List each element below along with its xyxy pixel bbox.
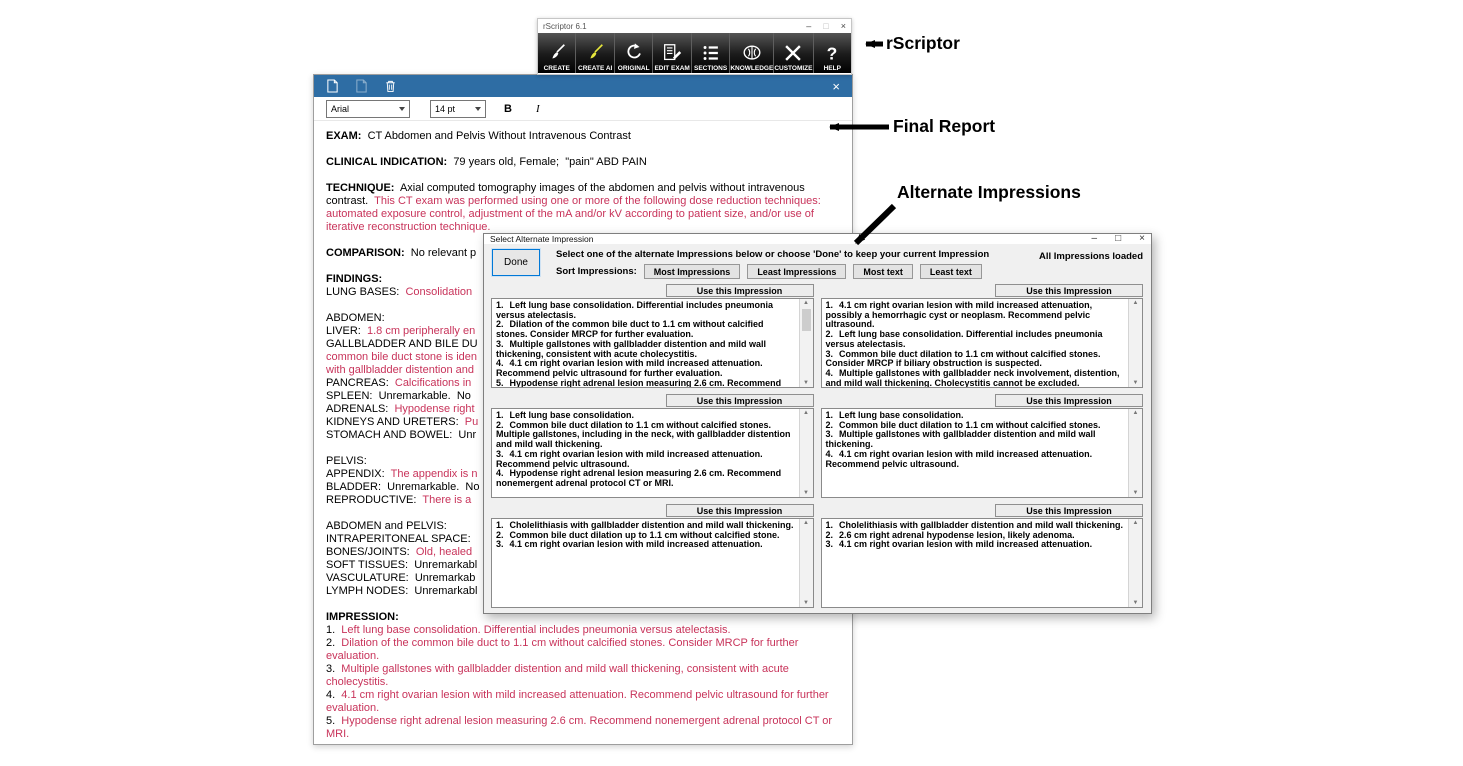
impression-item: 4. 4.1 cm right ovarian lesion with mild increased attenuation. Recommend pelvic ultrasound for further evaluation.: [496, 358, 763, 378]
scroll-up-icon[interactable]: ▲: [803, 300, 809, 306]
impression-cell-5: [491, 504, 814, 608]
paintbrush-icon: [546, 41, 568, 65]
tile-label: CREATE AI: [578, 65, 613, 72]
impression-item: 2. Common bile duct dilation to 1.1 cm without calcified stones.: [825, 419, 1101, 430]
use-impression-button-6[interactable]: Use this Impression: [995, 504, 1143, 517]
use-impression-button-2[interactable]: Use this Impression: [995, 284, 1143, 297]
font-size-value: 14 pt: [435, 103, 456, 114]
impression-item: 2. Common bile duct dilation to 1.1 cm without calcified stones. Multiple gallstones, including in the neck, with gallbladder distention and mild wall thickening.: [496, 419, 791, 450]
report-line: REPRODUCTIVE: There is a: [326, 494, 472, 506]
edit-exam-button[interactable]: [653, 33, 691, 73]
format-toolbar: [314, 97, 852, 121]
final-report-annotation: Final Report: [893, 116, 996, 136]
question-icon: [821, 41, 843, 65]
rscriptor-toolbar: [538, 33, 851, 73]
impression-item: 4. Hypodense right adrenal lesion measuring 2.6 cm. Recommend nonemergent adrenal protocol CT or MRI.: [496, 468, 782, 488]
sort-impressions-label: Sort Impressions:: [556, 266, 637, 277]
impression-item: 1. Cholelithiasis with gallbladder distention and mild wall thickening.: [825, 520, 1124, 530]
report-line: LIVER: 1.8 cm peripherally en: [326, 325, 476, 337]
scrollbar[interactable]: [799, 519, 813, 607]
italic-button[interactable]: I: [530, 103, 546, 115]
impression-panel-2[interactable]: [821, 298, 1144, 388]
report-line: BLADDER: Unremarkable. No: [326, 481, 480, 493]
bullet-list-icon: [700, 41, 722, 65]
minimize-icon[interactable]: –: [1091, 233, 1098, 244]
scroll-down-icon[interactable]: ▼: [803, 380, 809, 386]
rscriptor-window: [537, 18, 852, 75]
scrollbar[interactable]: [1128, 299, 1142, 387]
dialog-header: [484, 244, 1151, 282]
font-size-select[interactable]: [430, 100, 486, 118]
impression-panel-6[interactable]: [821, 518, 1144, 608]
report-line: TECHNIQUE: Axial computed tomography images of the abdomen and pelvis without intravenous contrast. This CT exam was performed using one or more of the following dose reduction techniques: automated exposure control, adjustment of the mA and/or kV according to patient size, and/or use of iterative reconstruction technique.: [326, 182, 824, 233]
impressions-loaded-status: All Impressions loaded: [1039, 251, 1143, 262]
report-line: STOMACH AND BOWEL: Unr: [326, 429, 477, 441]
impression-item: 2. Common bile duct dilation up to 1.1 cm without calcified stone.: [496, 529, 780, 540]
use-impression-button-5[interactable]: Use this Impression: [666, 504, 814, 517]
paintbrush-ai-icon: [584, 41, 606, 65]
impression-item: 2. Left lung base consolidation. Differential includes pneumonia versus atelectasis.: [825, 329, 1103, 349]
impression-cell-6: [821, 504, 1144, 608]
impression-item: 4. Multiple gallstones with gallbladder neck involvement, distention, and mild wall thickening. Cholecystitis cannot be excluded.: [825, 367, 1120, 387]
scroll-down-icon[interactable]: ▼: [803, 490, 809, 496]
report-line: COMPARISON: No relevant p: [326, 247, 477, 259]
report-line: EXAM: CT Abdomen and Pelvis Without Intravenous Contrast: [326, 130, 631, 142]
dialog-titlebar: [484, 234, 1151, 244]
impression-panel-5[interactable]: [491, 518, 814, 608]
impression-item: 1. Cholelithiasis with gallbladder distention and mild wall thickening.: [496, 520, 794, 530]
close-icon[interactable]: ×: [840, 20, 846, 31]
document-new-icon[interactable]: [326, 79, 339, 93]
tile-label: KNOWLEDGE: [730, 65, 774, 72]
customize-button[interactable]: [774, 33, 813, 73]
impression-item: 3. Multiple gallstones with gallbladder distention and mild wall thickening, consistent with acute cholecystitis.: [496, 338, 767, 359]
scrollbar[interactable]: [1128, 519, 1142, 607]
original-button[interactable]: [615, 33, 653, 73]
scrollbar[interactable]: [1128, 409, 1142, 497]
rscriptor-annotation: rScriptor: [886, 33, 960, 53]
alternate-impression-dialog: [483, 233, 1152, 614]
impression-item: 1. 4.1 cm right ovarian lesion with mild increased attenuation, possibly a hemorrhagic cyst or neoplasm. Recommend pelvic ultrasound.: [825, 300, 1093, 330]
scroll-up-icon[interactable]: ▲: [1132, 520, 1139, 526]
impression-item: 3. Common bile duct dilation to 1.1 cm without calcified stones. Consider MRCP if biliary obstruction is suspected.: [825, 348, 1101, 369]
done-button[interactable]: Done: [492, 249, 540, 276]
impression-item: 5. Hypodense right adrenal lesion measuring 2.6 cm. Recommend: [496, 377, 782, 387]
sort-least-text-button[interactable]: Least text: [920, 264, 982, 279]
report-line: GALLBLADDER AND BILE DU: [326, 338, 478, 350]
scrollbar[interactable]: [799, 299, 813, 387]
impression-panel-1[interactable]: [491, 298, 814, 388]
report-line: SPLEEN: Unremarkable. No: [326, 390, 471, 402]
impression-item: 4. 4.1 cm right ovarian lesion with mild increased attenuation. Recommend pelvic ultrasound.: [825, 448, 1093, 469]
report-line: FINDINGS:: [326, 273, 383, 285]
report-titlebar: [314, 75, 852, 97]
sort-least-impressions-button[interactable]: Least Impressions: [747, 264, 846, 279]
undo-arrow-icon: [623, 41, 645, 65]
report-line: PELVIS:: [326, 455, 367, 467]
maximize-icon[interactable]: □: [1115, 233, 1122, 244]
scroll-thumb[interactable]: [802, 309, 811, 331]
report-line: [326, 169, 840, 182]
crossed-tools-icon: [782, 41, 804, 65]
impression-panels-grid: [484, 282, 1151, 614]
chevron-down-icon: [399, 107, 405, 111]
rscriptor-title: rScriptor 6.1: [543, 21, 587, 31]
tile-label: ORIGINAL: [617, 65, 650, 72]
report-line: CLINICAL INDICATION: 79 years old, Female; "pain" ABD PAIN: [326, 156, 647, 168]
report-line: SOFT TISSUES: Unremarkabl: [326, 559, 478, 571]
tile-label: CUSTOMIZE: [774, 65, 813, 72]
alternate-impressions-annotation: Alternate Impressions: [897, 182, 1081, 202]
use-impression-button-1[interactable]: Use this Impression: [666, 284, 814, 297]
report-line: 5. Hypodense right adrenal lesion measuring 2.6 cm. Recommend nonemergent adrenal protocol CT or MRI.: [326, 715, 836, 740]
report-line: LUNG BASES: Consolidation: [326, 286, 473, 298]
impression-cell-4: [821, 394, 1144, 498]
report-line: APPENDIX: The appendix is n: [326, 468, 478, 480]
scroll-down-icon[interactable]: ▼: [1132, 600, 1139, 606]
tile-label: EDIT EXAM: [654, 65, 690, 72]
report-line: ADRENALS: Hypodense right: [326, 403, 475, 415]
scroll-up-icon[interactable]: ▲: [1132, 300, 1139, 306]
scroll-down-icon[interactable]: ▼: [1132, 490, 1139, 496]
font-family-select[interactable]: [326, 100, 410, 118]
scroll-up-icon[interactable]: ▲: [803, 410, 809, 416]
use-impression-button-3[interactable]: Use this Impression: [666, 394, 814, 407]
impression-item: 2. 2.6 cm right adrenal hypodense lesion, likely adenoma.: [825, 529, 1075, 540]
impression-cell-2: [821, 284, 1144, 388]
impression-item: 1. Left lung base consolidation.: [496, 410, 635, 420]
impression-item: 3. 4.1 cm right ovarian lesion with mild increased attenuation.: [496, 539, 763, 550]
report-line: with gallbladder distention and: [326, 364, 474, 376]
chevron-down-icon: [475, 107, 481, 111]
dialog-title: Select Alternate Impression: [490, 234, 594, 244]
maximize-icon[interactable]: □: [823, 20, 829, 31]
impression-item: 3. 4.1 cm right ovarian lesion with mild increased attenuation.: [825, 539, 1093, 550]
scroll-down-icon[interactable]: ▼: [1132, 380, 1139, 386]
svg-text:?: ?: [826, 43, 838, 64]
impression-item: 1. Left lung base consolidation.: [825, 410, 964, 420]
scrollbar[interactable]: [799, 409, 813, 497]
sort-most-impressions-button[interactable]: Most Impressions: [644, 264, 741, 279]
font-family-value: Arial: [331, 103, 350, 114]
bold-button[interactable]: B: [498, 103, 518, 115]
sections-button[interactable]: [692, 33, 730, 73]
create-ai-button[interactable]: [576, 33, 614, 73]
report-line: 3. Multiple gallstones with gallbladder distention and mild wall thickening, consistent with acute cholecystitis.: [326, 663, 792, 688]
scroll-up-icon[interactable]: ▲: [1132, 410, 1139, 416]
report-close-icon[interactable]: ×: [832, 78, 840, 94]
report-line: KIDNEYS AND URETERS: Pu: [326, 416, 479, 428]
impression-cell-3: [491, 394, 814, 498]
report-line: INTRAPERITONEAL SPACE:: [326, 533, 471, 545]
knowledge-button[interactable]: [730, 33, 774, 73]
report-line: common bile duct stone is iden: [326, 351, 478, 363]
dialog-instruction: Select one of the alternate Impressions below or choose 'Done' to keep your current Impression: [556, 249, 990, 260]
sort-most-text-button[interactable]: Most text: [853, 264, 913, 279]
close-icon[interactable]: ×: [1139, 233, 1145, 244]
minimize-icon[interactable]: –: [806, 20, 812, 31]
help-button[interactable]: [814, 33, 851, 73]
scroll-down-icon[interactable]: ▼: [803, 600, 809, 606]
create-button[interactable]: [538, 33, 576, 73]
report-line: 2. Dilation of the common bile duct to 1.1 cm without calcified stones. Consider MRCP for further evaluation.: [326, 637, 802, 662]
impression-item: 3. Multiple gallstones with gallbladder distention and mild wall thickening.: [825, 429, 1096, 450]
report-line: BONES/JOINTS: Old, healed: [326, 546, 473, 558]
use-impression-button-4[interactable]: Use this Impression: [995, 394, 1143, 407]
report-line: 1. Left lung base consolidation. Differential includes pneumonia versus atelectasis.: [326, 624, 731, 636]
report-line: [326, 143, 840, 156]
impression-panel-3[interactable]: [491, 408, 814, 498]
impression-item: 2. Dilation of the common bile duct to 1.1 cm without calcified stones. Consider MRCP for further evaluation.: [496, 319, 764, 340]
scroll-up-icon[interactable]: ▲: [803, 520, 809, 526]
trash-icon[interactable]: [384, 79, 397, 93]
tile-label: SECTIONS: [693, 65, 728, 72]
brain-icon: [741, 41, 763, 65]
report-line: LYMPH NODES: Unremarkabl: [326, 585, 478, 597]
rscriptor-titlebar: [538, 19, 851, 33]
report-line: PANCREAS: Calcifications in: [326, 377, 472, 389]
report-line: 4. 4.1 cm right ovarian lesion with mild increased attenuation. Recommend pelvic ultrasound for further evaluation.: [326, 689, 832, 714]
tile-label: HELP: [823, 65, 841, 72]
report-line: VASCULATURE: Unremarkab: [326, 572, 476, 584]
impression-panel-4[interactable]: [821, 408, 1144, 498]
impression-item: 3. 4.1 cm right ovarian lesion with mild increased attenuation. Recommend pelvic ultrasound.: [496, 448, 763, 469]
report-line: IMPRESSION:: [326, 611, 399, 623]
report-line: ABDOMEN and PELVIS:: [326, 520, 447, 532]
report-line: ABDOMEN:: [326, 312, 385, 324]
document-pencil-icon: [661, 41, 683, 65]
impression-item: 1. Left lung base consolidation. Differential includes pneumonia versus atelectasis.: [496, 300, 774, 320]
tile-label: CREATE: [543, 65, 570, 72]
document-copy-icon[interactable]: [355, 79, 368, 93]
impression-cell-1: [491, 284, 814, 388]
